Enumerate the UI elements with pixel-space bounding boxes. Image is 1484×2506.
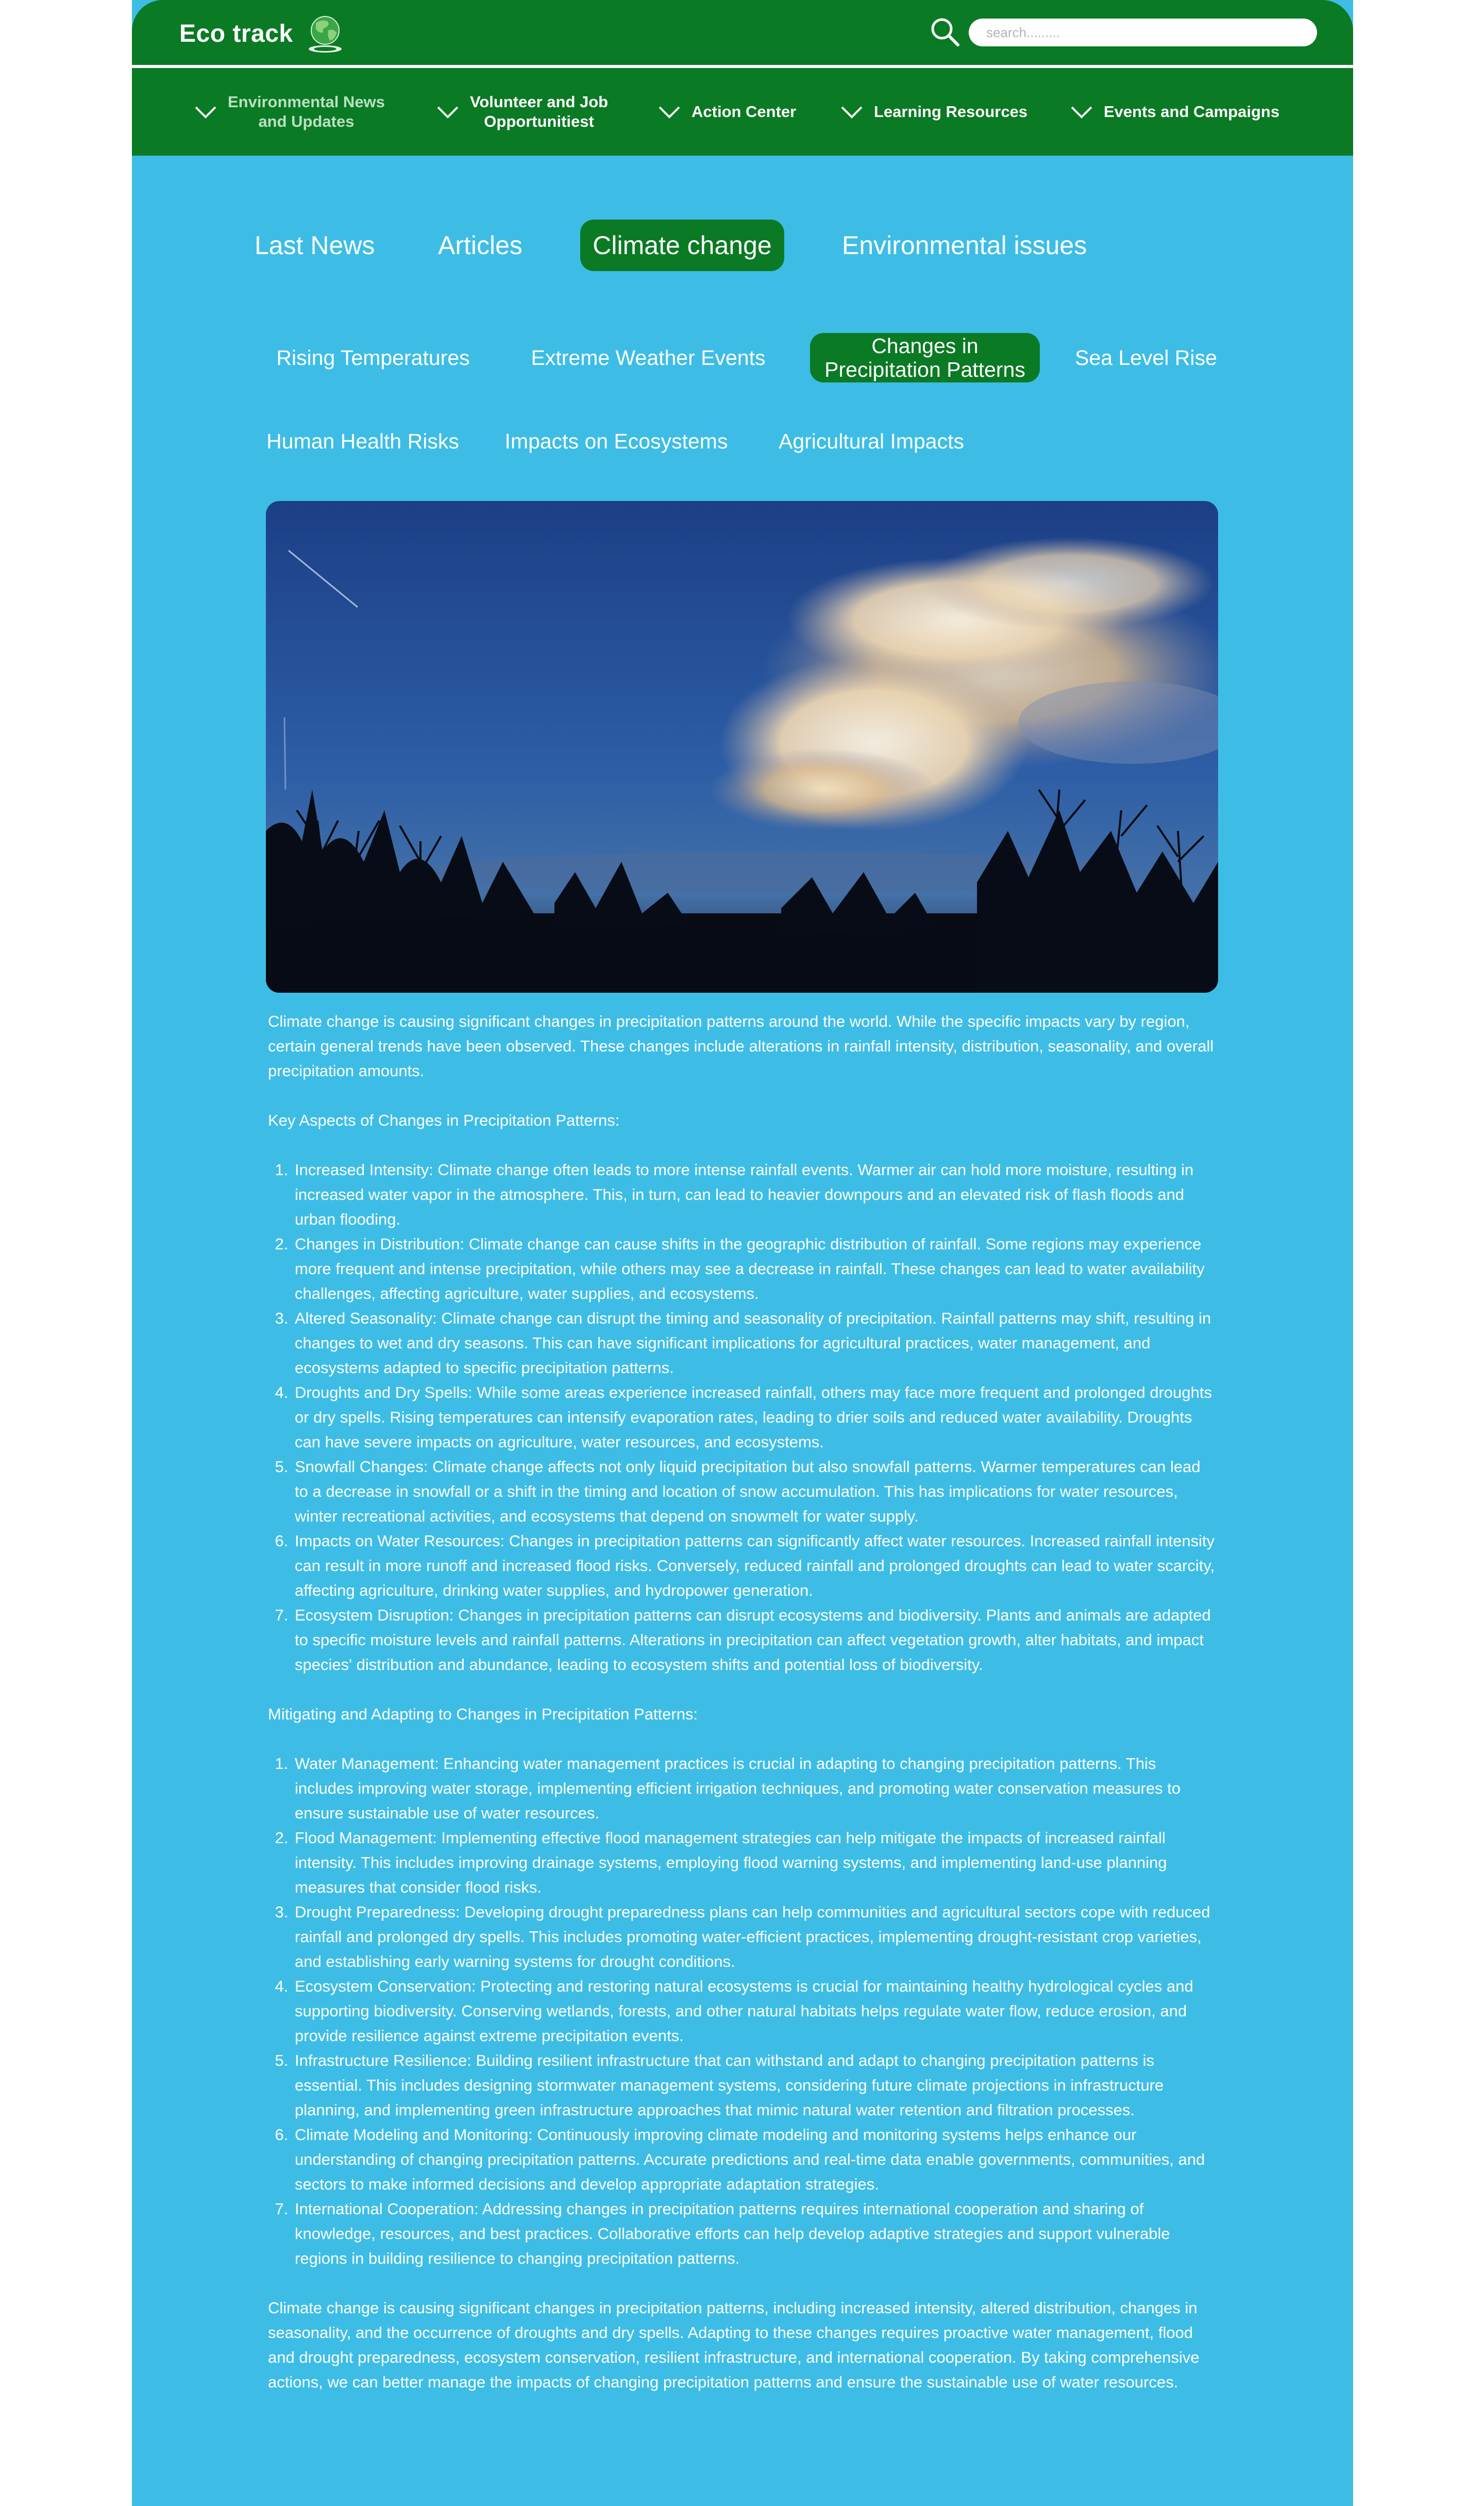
article-conclusion: Climate change is causing significant changes in precipitation patterns, including increased intensity, altered distribution, changes in seasonality, and the occurrence of droughts and dry spells. Adapting to these changes requires proactive water management, flood and drought preparedness, ecosystem conservation, resilient infrastructure, and international cooperation. By taking comprehensive actions, we can better manage the impacts of changing precipitation patterns and ensure the sustainable use of water resources.: [268, 2299, 1200, 2391]
list-item: 5. Snowfall Changes: Climate change affects not only liquid precipitation but also snowfall patterns. Warmer temperatures can lead to a decrease in snowfall or a shift in the timing and location of snow accumulation. This has implications for water resources, winter recreational activities, and ecosystems that depend on snowmelt for water supply.: [293, 1455, 1218, 1529]
nav-label: Action Center: [692, 103, 797, 121]
chevron-down-icon: [194, 105, 217, 119]
nav-item-action-center[interactable]: [657, 68, 796, 156]
list-item: 1. Water Management: Enhancing water management practices is crucial in adapting to changing precipitation patterns. This includes improving water storage, implementing efficient irrigation techniques, and promoting water conservation measures to ensure sustainable use of water resources.: [293, 1751, 1218, 1826]
nav-label: Learning Resources: [874, 103, 1028, 121]
nav-label: Environmental News and Updates: [228, 93, 385, 130]
top-header: [132, 0, 1353, 65]
mitigation-list: [268, 1751, 1218, 2271]
tab-environmental-issues[interactable]: Environmental issues: [842, 231, 1087, 260]
subtab-rising-temperatures[interactable]: Rising Temperatures: [276, 346, 470, 370]
article-intro: Climate change is causing significant changes in precipitation patterns around the world. While the specific impacts vary by region, certain general trends have been observed. These changes include alterations in rainfall intensity, distribution, seasonality, and overall precipitation amounts.: [268, 1012, 1214, 1080]
tab-climate-change[interactable]: Climate change: [580, 220, 784, 271]
subtab-ecosystems[interactable]: Impacts on Ecosystems: [504, 429, 728, 453]
nav-label: Events and Campaigns: [1104, 103, 1280, 121]
list-item: 6. Impacts on Water Resources: Changes in precipitation patterns can significantly affect water resources. Increased rainfall intensity can result in more runoff and increased flood risks. Conversely, reduced rainfall and prolonged droughts can lead to water scarcity, affecting agriculture, drinking water supplies, and hydropower generation.: [293, 1529, 1218, 1603]
subtab-sea-level-rise[interactable]: Sea Level Rise: [1075, 346, 1217, 370]
nav-item-environmental-news[interactable]: [194, 68, 385, 156]
search-input[interactable]: [969, 19, 1317, 46]
list-item: 4. Droughts and Dry Spells: While some areas experience increased rainfall, others may face more frequent and prolonged droughts or dry spells. Rising temperatures can intensify evaporation rates, leading to drier soils and reduced water availability. Droughts can have severe impacts on agriculture, water resources, and ecosystems.: [293, 1380, 1218, 1455]
key-aspects-list: [268, 1158, 1218, 1677]
globe-icon: [305, 13, 346, 54]
list-item: 2. Changes in Distribution: Climate change can cause shifts in the geographic distribution of rainfall. Some regions may experience more frequent and intense precipitation, while others may see a decrease in rainfall. These changes can lead to water availability challenges, affecting agriculture, water supplies, and ecosystems.: [293, 1232, 1218, 1306]
mitigation-heading: Mitigating and Adapting to Changes in Precipitation Patterns:: [268, 1705, 698, 1723]
brand-name: Eco track: [179, 20, 293, 47]
chevron-down-icon: [1070, 105, 1093, 119]
tab-last-news[interactable]: Last News: [255, 231, 375, 260]
list-item: 3. Drought Preparedness: Developing drought preparedness plans can help communities and agricultural sectors cope with reduced rainfall and prolonged dry spells. This includes promoting water-efficient practices, implementing drought-resistant crop varieties, and establishing early warning systems for drought conditions.: [293, 1900, 1218, 1974]
key-aspects-heading: Key Aspects of Changes in Precipitation Patterns:: [268, 1111, 620, 1129]
nav-item-learning-resources[interactable]: [840, 68, 1027, 156]
chevron-down-icon: [840, 105, 864, 119]
list-item: 2. Flood Management: Implementing effective flood management strategies can help mitigate the impacts of increased rainfall intensity. This includes improving drainage systems, employing flood warning systems, and implementing land-use planning measures that consider flood risks.: [293, 1826, 1218, 1900]
subtab-extreme-weather[interactable]: Extreme Weather Events: [531, 346, 766, 370]
search-icon[interactable]: [929, 15, 962, 48]
chevron-down-icon: [436, 105, 460, 119]
list-item: 5. Infrastructure Resilience: Building resilient infrastructure that can withstand and adapt to changing precipitation patterns is essential. This includes designing stormwater management systems, considering future climate projections in infrastructure planning, and implementing green infrastructure approaches that mimic natural water retention and filtration processes.: [293, 2048, 1218, 2123]
list-item: 4. Ecosystem Conservation: Protecting and restoring natural ecosystems is crucial for maintaining healthy hydrological cycles and supporting biodiversity. Conserving wetlands, forests, and other natural habitats helps regulate water flow, reduce erosion, and provide resilience against extreme precipitation events.: [293, 1974, 1218, 2048]
tab-articles[interactable]: Articles: [438, 231, 522, 260]
hero-image-storm-cloud: [266, 501, 1218, 993]
list-item: 3. Altered Seasonality: Climate change can disrupt the timing and seasonality of precipitation. Rainfall patterns may shift, resulting in changes to wet and dry seasons. This can have significant implications for agricultural practices, water management, and ecosystems adapted to specific precipitation patterns.: [293, 1306, 1218, 1380]
main-nav: [132, 68, 1353, 156]
subtab-precipitation-patterns[interactable]: Changes in Precipitation Patterns: [810, 333, 1040, 382]
list-item: 6. Climate Modeling and Monitoring: Continuously improving climate modeling and monitoring systems helps enhance our understanding of changing precipitation patterns. Accurate predictions and real-time data enable governments, communities, and sectors to make informed decisions and develop appropriate adaptation strategies.: [293, 2123, 1218, 2197]
subtab-human-health[interactable]: Human Health Risks: [266, 429, 459, 453]
subtab-agricultural[interactable]: Agricultural Impacts: [778, 429, 964, 453]
brand-logo[interactable]: [179, 15, 346, 52]
page: [132, 0, 1353, 2506]
list-item: 7. International Cooperation: Addressing changes in precipitation patterns requires international cooperation and sharing of knowledge, resources, and best practices. Collaborative efforts can help develop adaptive strategies and support vulnerable regions in building resilience to changing precipitation patterns.: [293, 2197, 1218, 2271]
chevron-down-icon: [657, 105, 681, 119]
list-item: 1. Increased Intensity: Climate change often leads to more intense rainfall events. Warmer air can hold more moisture, resulting in increased water vapor in the atmosphere. This, in turn, can lead to heavier downpours and an elevated risk of flash floods and urban flooding.: [293, 1158, 1218, 1232]
nav-item-volunteer-jobs[interactable]: [436, 68, 608, 156]
nav-label: Volunteer and Job Opportunitiest: [470, 93, 609, 130]
nav-item-events-campaigns[interactable]: [1070, 68, 1279, 156]
article-body: [268, 1009, 1218, 2395]
list-item: 7. Ecosystem Disruption: Changes in precipitation patterns can disrupt ecosystems and biodiversity. Plants and animals are adapted to specific moisture levels and rainfall patterns. Alterations in precipitation can affect vegetation growth, alter habitats, and impact species' distribution and abundance, leading to ecosystem shifts and potential loss of biodiversity.: [293, 1603, 1218, 1677]
